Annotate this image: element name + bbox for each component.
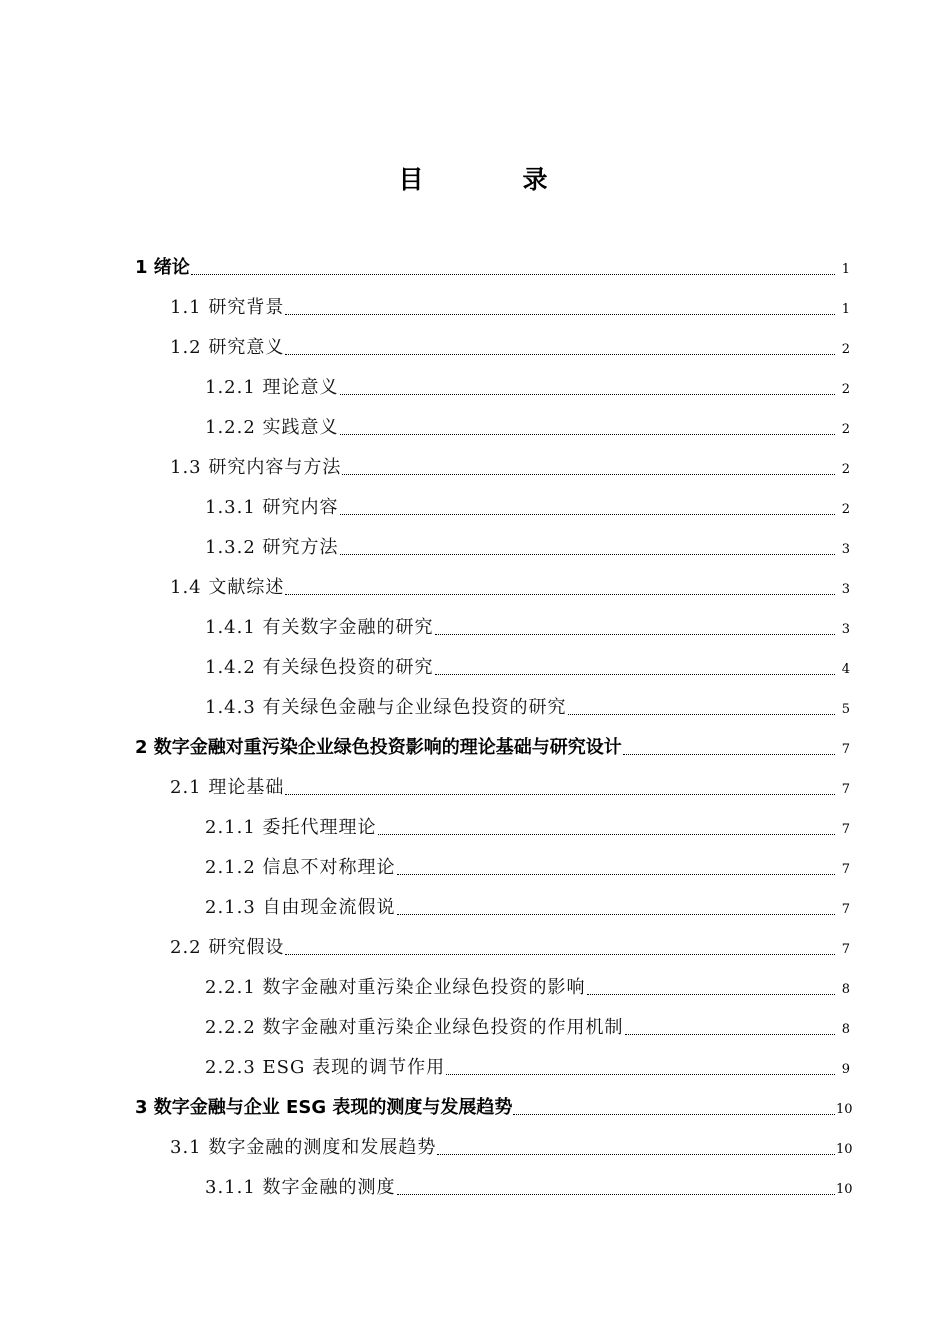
toc-entry[interactable] xyxy=(205,680,850,720)
page-title xyxy=(0,160,950,196)
toc-entry[interactable] xyxy=(170,920,850,960)
toc-entry-label: 1.4.2 有关绿色投资的研究 xyxy=(205,657,434,678)
toc-entry-page: 7 xyxy=(841,822,850,837)
toc-leader-dots xyxy=(285,313,835,315)
toc-entry-page: 2 xyxy=(841,502,850,517)
toc-entry[interactable] xyxy=(205,1160,853,1200)
toc-entry-label: 2.1 理论基础 xyxy=(170,777,285,798)
toc-entry-page: 7 xyxy=(841,782,850,797)
toc-leader-dots xyxy=(623,753,835,755)
toc-leader-dots xyxy=(340,393,835,395)
toc-entry-label: 2 数字金融对重污染企业绿色投资影响的理论基础与研究设计 xyxy=(135,737,622,758)
toc-entry[interactable] xyxy=(205,840,850,880)
toc-leader-dots xyxy=(397,1193,835,1195)
toc-entry[interactable] xyxy=(205,640,850,680)
toc-entry-label: 1.3.2 研究方法 xyxy=(205,537,339,558)
toc-leader-dots xyxy=(397,913,835,915)
toc-leader-dots xyxy=(340,513,835,515)
toc-entry-page: 3 xyxy=(841,542,850,557)
toc-entry[interactable] xyxy=(170,280,850,320)
toc-entry-label: 1.3 研究内容与方法 xyxy=(170,457,342,478)
toc-entry-page: 10 xyxy=(836,1142,853,1157)
toc-entry-page: 1 xyxy=(841,262,850,277)
toc-leader-dots xyxy=(587,993,835,995)
toc-entry-label: 2.2.3 ESG 表现的调节作用 xyxy=(205,1057,446,1078)
toc-entry-label: 3 数字金融与企业 ESG 表现的测度与发展趋势 xyxy=(135,1097,513,1118)
toc-entry-page: 1 xyxy=(841,302,850,317)
toc-leader-dots xyxy=(285,593,835,595)
toc-entry[interactable] xyxy=(170,320,850,360)
toc-leader-dots xyxy=(625,1033,835,1035)
toc-entry-label: 3.1 数字金融的测度和发展趋势 xyxy=(170,1137,437,1158)
toc-entry[interactable] xyxy=(205,400,850,440)
title-char-left: 目 xyxy=(398,165,428,194)
toc-entry[interactable] xyxy=(205,520,850,560)
toc-leader-dots xyxy=(378,833,835,835)
toc-leader-dots xyxy=(285,953,835,955)
toc-entry[interactable] xyxy=(170,760,850,800)
toc-entry-page: 2 xyxy=(841,382,850,397)
toc-entry[interactable] xyxy=(205,600,850,640)
toc-entry-label: 2.1.3 自由现金流假说 xyxy=(205,897,396,918)
toc-entry-page: 7 xyxy=(841,862,850,877)
toc-leader-dots xyxy=(513,1113,835,1115)
toc-leader-dots xyxy=(568,713,835,715)
toc-entry-label: 1.4 文献综述 xyxy=(170,577,285,598)
toc-entry-label: 3.1.1 数字金融的测度 xyxy=(205,1177,396,1198)
toc-entry-label: 2.1.1 委托代理理论 xyxy=(205,817,377,838)
toc-entry-page: 7 xyxy=(841,742,850,757)
toc-entry-page: 10 xyxy=(836,1182,853,1197)
toc-entry-label: 2.2.1 数字金融对重污染企业绿色投资的影响 xyxy=(205,977,586,998)
toc-entry[interactable] xyxy=(205,880,850,920)
toc-entry-label: 1.4.3 有关绿色金融与企业绿色投资的研究 xyxy=(205,697,567,718)
toc-entry[interactable] xyxy=(205,480,850,520)
toc-entry-page: 2 xyxy=(841,422,850,437)
toc-leader-dots xyxy=(437,1153,835,1155)
toc-leader-dots xyxy=(342,473,835,475)
toc-entry[interactable] xyxy=(135,1080,853,1120)
toc-entry-label: 1.2.1 理论意义 xyxy=(205,377,339,398)
toc-leader-dots xyxy=(340,433,835,435)
toc-entry-page: 4 xyxy=(841,662,850,677)
toc-entry-label: 1.3.1 研究内容 xyxy=(205,497,339,518)
toc-entry-page: 10 xyxy=(836,1102,853,1117)
toc-entry[interactable] xyxy=(205,800,850,840)
toc-entry-page: 5 xyxy=(841,702,850,717)
toc-entry[interactable] xyxy=(170,440,850,480)
toc-entry[interactable] xyxy=(205,360,850,400)
toc-entry[interactable] xyxy=(135,720,850,760)
toc-entry-label: 1.2.2 实践意义 xyxy=(205,417,339,438)
toc-entry[interactable] xyxy=(205,1000,850,1040)
toc-entry[interactable] xyxy=(170,560,850,600)
toc-entry[interactable] xyxy=(135,240,850,280)
toc-entry-page: 7 xyxy=(841,942,850,957)
toc-entry-page: 3 xyxy=(841,582,850,597)
toc-entry-label: 1 绪论 xyxy=(135,257,190,278)
toc-entry-page: 2 xyxy=(841,462,850,477)
toc-leader-dots xyxy=(446,1073,835,1075)
toc-entry-label: 2.2 研究假设 xyxy=(170,937,285,958)
toc-leader-dots xyxy=(435,633,835,635)
toc-entry-page: 8 xyxy=(841,982,850,997)
toc-entry-label: 1.4.1 有关数字金融的研究 xyxy=(205,617,434,638)
toc-entry-page: 8 xyxy=(841,1022,850,1037)
toc-entry-label: 1.2 研究意义 xyxy=(170,337,285,358)
toc-leader-dots xyxy=(340,553,835,555)
toc-entry-label: 2.2.2 数字金融对重污染企业绿色投资的作用机制 xyxy=(205,1017,624,1038)
toc-entry-label: 1.1 研究背景 xyxy=(170,297,285,318)
toc-leader-dots xyxy=(285,353,835,355)
title-char-right: 录 xyxy=(522,165,552,194)
toc-entry-label: 2.1.2 信息不对称理论 xyxy=(205,857,396,878)
toc-entry-page: 3 xyxy=(841,622,850,637)
toc-entry-page: 7 xyxy=(841,902,850,917)
toc-leader-dots xyxy=(191,273,835,275)
toc-leader-dots xyxy=(435,673,835,675)
toc-leader-dots xyxy=(397,873,835,875)
toc-entry[interactable] xyxy=(205,960,850,1000)
toc-leader-dots xyxy=(285,793,835,795)
toc-entry-page: 9 xyxy=(841,1062,850,1077)
toc-entry-page: 2 xyxy=(841,342,850,357)
toc-entry[interactable] xyxy=(205,1040,850,1080)
toc-entry[interactable] xyxy=(170,1120,853,1160)
